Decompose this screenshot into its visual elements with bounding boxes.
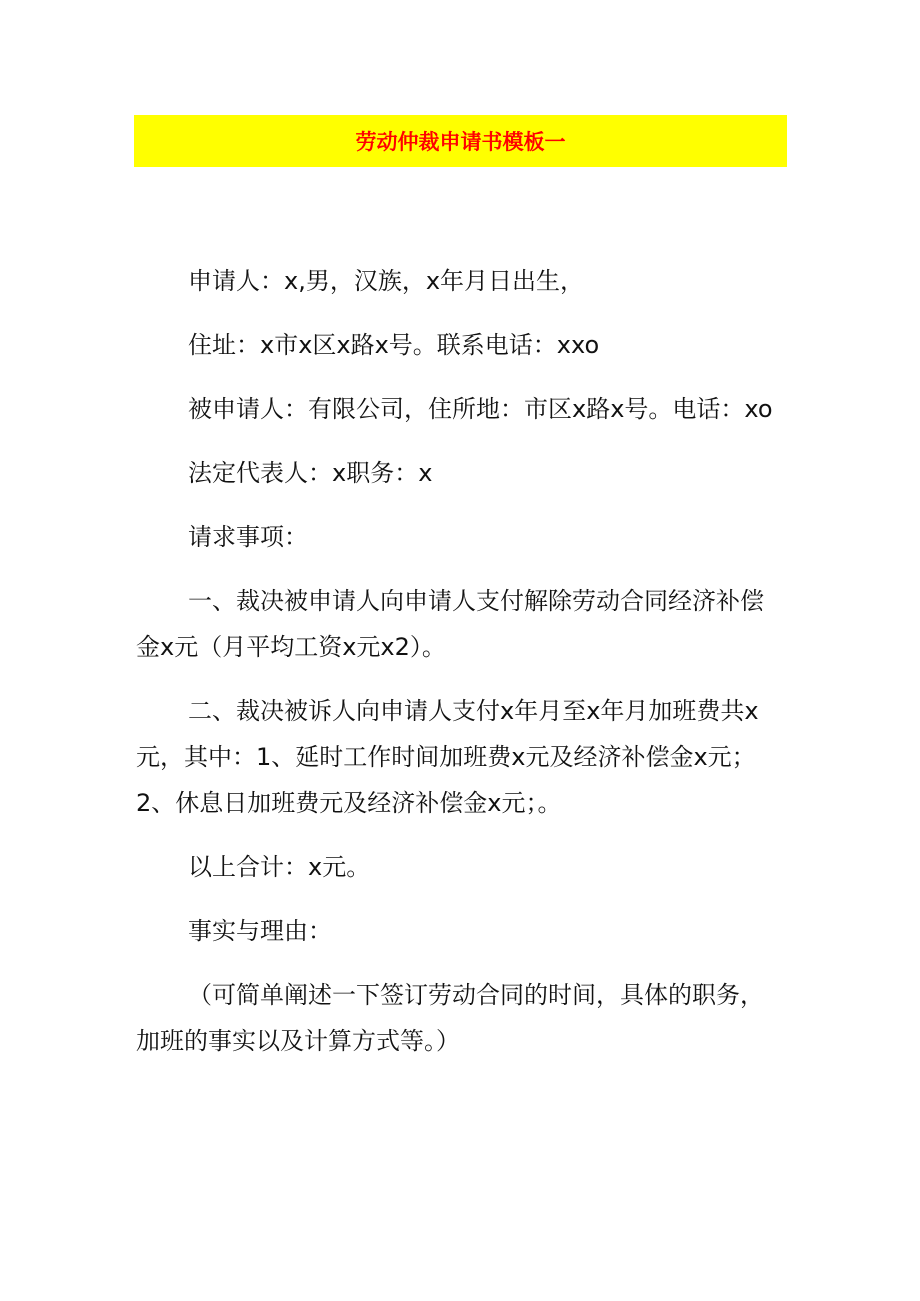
- claims-heading: 请求事项：: [188, 523, 308, 551]
- facts-note: （可简单阐述一下签订劳动合同的时间，具体的职务，加班的事实以及计算方式等。）: [136, 981, 764, 1055]
- facts-heading: 事实与理由：: [188, 917, 332, 945]
- total-line: 以上合计：x元。: [188, 853, 371, 881]
- document-body: [136, 258, 786, 1082]
- title-banner: [134, 115, 787, 167]
- claim-item-1: 一、裁决被申请人向申请人支付解除劳动合同经济补偿金x元（月平均工资x元x2）。: [136, 587, 764, 661]
- respondent-line: 被申请人：有限公司，住所地：市区x路x号。电话：xo: [188, 395, 773, 423]
- claim-item-2: 二、裁决被诉人向申请人支付x年月至x年月加班费共x元，其中：1、延时工作时间加班费x元及经济补偿金x元；2、休息日加班费元及经济补偿金x元；。: [136, 697, 759, 817]
- legal-representative-line: 法定代表人：x职务：x: [188, 459, 433, 487]
- applicant-line: 申请人：x,男，汉族，x年月日出生，: [188, 267, 585, 295]
- address-line: 住址：x市x区x路x号。联系电话：xxo: [188, 331, 600, 359]
- document-title: 劳动仲裁申请书模板一: [355, 130, 566, 154]
